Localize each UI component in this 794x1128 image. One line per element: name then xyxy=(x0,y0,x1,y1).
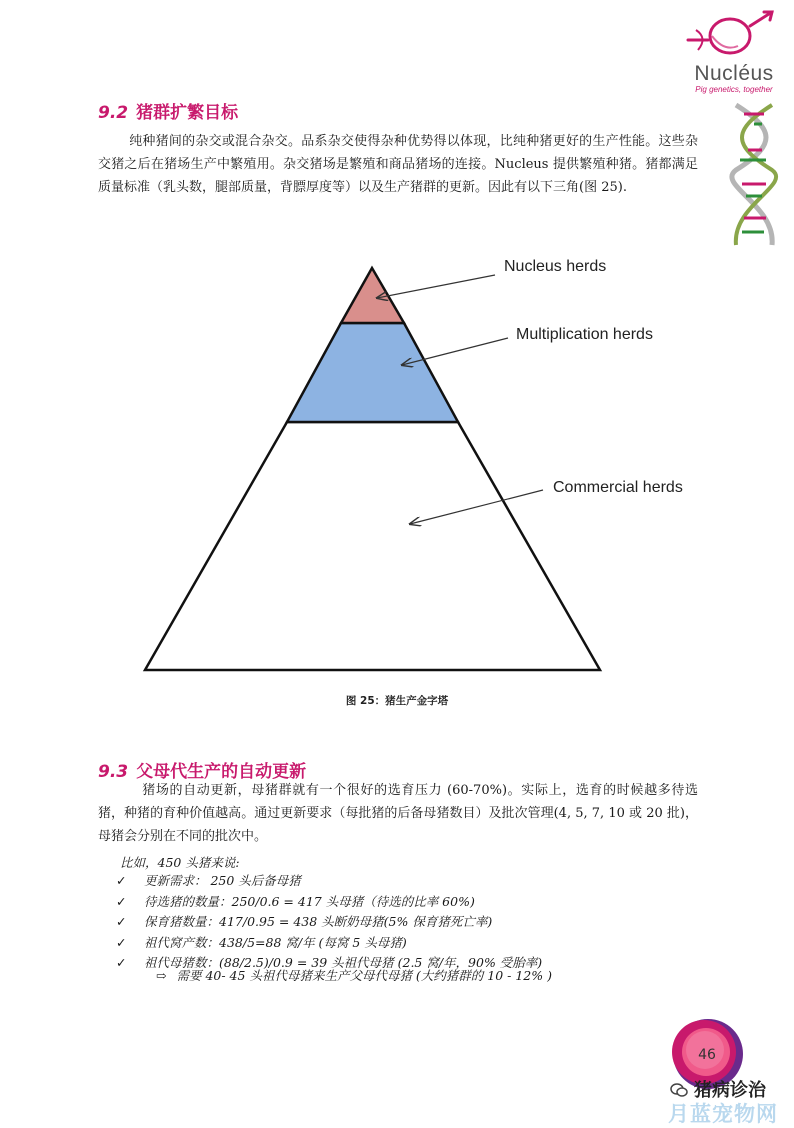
checkmark-icon: ✓ xyxy=(116,893,127,909)
channel-name: 猪病诊治 xyxy=(694,1080,766,1101)
section-9-2-paragraph: 纯种猪间的杂交或混合杂交。品系杂交使得杂种优势得以体现，比纯种猪更好的生产性能。这些杂交猪之后在猪场生产中繁殖用。杂交猪场是繁殖和商品猪场的连接。Nucleus 提供繁殖种猪。猪都满足质量标准（乳头数，腿部质量，背膘厚度等）以及生产猪群的更新。因此有以下三角(图 25). xyxy=(98,134,698,195)
section-9-2-heading xyxy=(98,98,238,123)
site-watermark: 月蓝宠物网 xyxy=(668,1102,778,1126)
example-result xyxy=(156,966,552,984)
section-number: 9.3 xyxy=(98,762,129,782)
nucleus-logo xyxy=(668,6,788,96)
nucleus-arrow xyxy=(377,275,495,298)
section-title: 父母代生产的自动更新 xyxy=(136,762,307,782)
example-list xyxy=(116,871,542,974)
page-number: 46 xyxy=(698,1047,716,1063)
list-item: ✓ 待选猪的数量：250/0.6 = 417 头母猪（待选的比率 60%) xyxy=(116,892,542,913)
section-9-3-paragraph: 猪场的自动更新，母猪群就有一个很好的选育压力 (60-70%)。实际上，选育的时候越多待选猪，种猪的育种价值越高。通过更新要求（每批猪的后备母猪数目）及批次管理(4, 5, 7, 10 或 20 批)，母猪会分别在不同的批次中。 xyxy=(98,783,698,844)
example-intro: 比如，450 头猪来说: xyxy=(120,855,240,870)
list-item: ✓ 祖代母猪数：(88/2.5)/0.9 = 39 头祖代母猪 (2.5 窝/年，90% 受胎率) xyxy=(116,953,542,974)
dna-helix-icon xyxy=(726,100,782,250)
list-item: ✓ 祖代窝产数：438/5=88 窝/年 (每窝 5 头母猪) xyxy=(116,933,542,954)
logo-emblem-icon xyxy=(668,6,788,66)
pyramid-multiplication-tier xyxy=(287,323,458,422)
label-commercial-herds: Commercial herds xyxy=(553,479,683,496)
checkmark-icon: ✓ xyxy=(116,955,127,970)
checkmark-icon: ✓ xyxy=(116,914,127,929)
logo-wordmark: Nucléus xyxy=(694,62,774,85)
arrow-right-icon: ⇨ xyxy=(156,968,167,983)
label-nucleus-herds: Nucleus herds xyxy=(504,258,607,275)
chat-bubble-icon xyxy=(670,1081,688,1099)
list-item: ✓ 更新需求： 250 头后备母猪 xyxy=(116,871,542,892)
checkmark-icon: ✓ xyxy=(116,873,127,888)
logo-tagline: Pig genetics, together xyxy=(695,85,773,94)
production-pyramid-diagram xyxy=(130,250,710,680)
result-text: 需要 40- 45 头祖代母猪来生产父母代母猪 (大约猪群的 10 - 12% ) xyxy=(176,968,552,983)
checkmark-icon: ✓ xyxy=(116,934,127,950)
pyramid-nucleus-tier xyxy=(341,268,404,323)
pyramid-commercial-tier xyxy=(145,422,600,670)
list-item: ✓ 保育猪数量：417/0.95 = 438 头断奶母猪(5% 保育猪死亡率) xyxy=(116,912,542,933)
section-number: 9.2 xyxy=(98,103,129,123)
section-title: 猪群扩繁目标 xyxy=(136,103,239,123)
figure-caption: 图 25：猪生产金字塔 xyxy=(345,695,449,707)
label-multiplication-herds: Multiplication herds xyxy=(516,326,653,343)
